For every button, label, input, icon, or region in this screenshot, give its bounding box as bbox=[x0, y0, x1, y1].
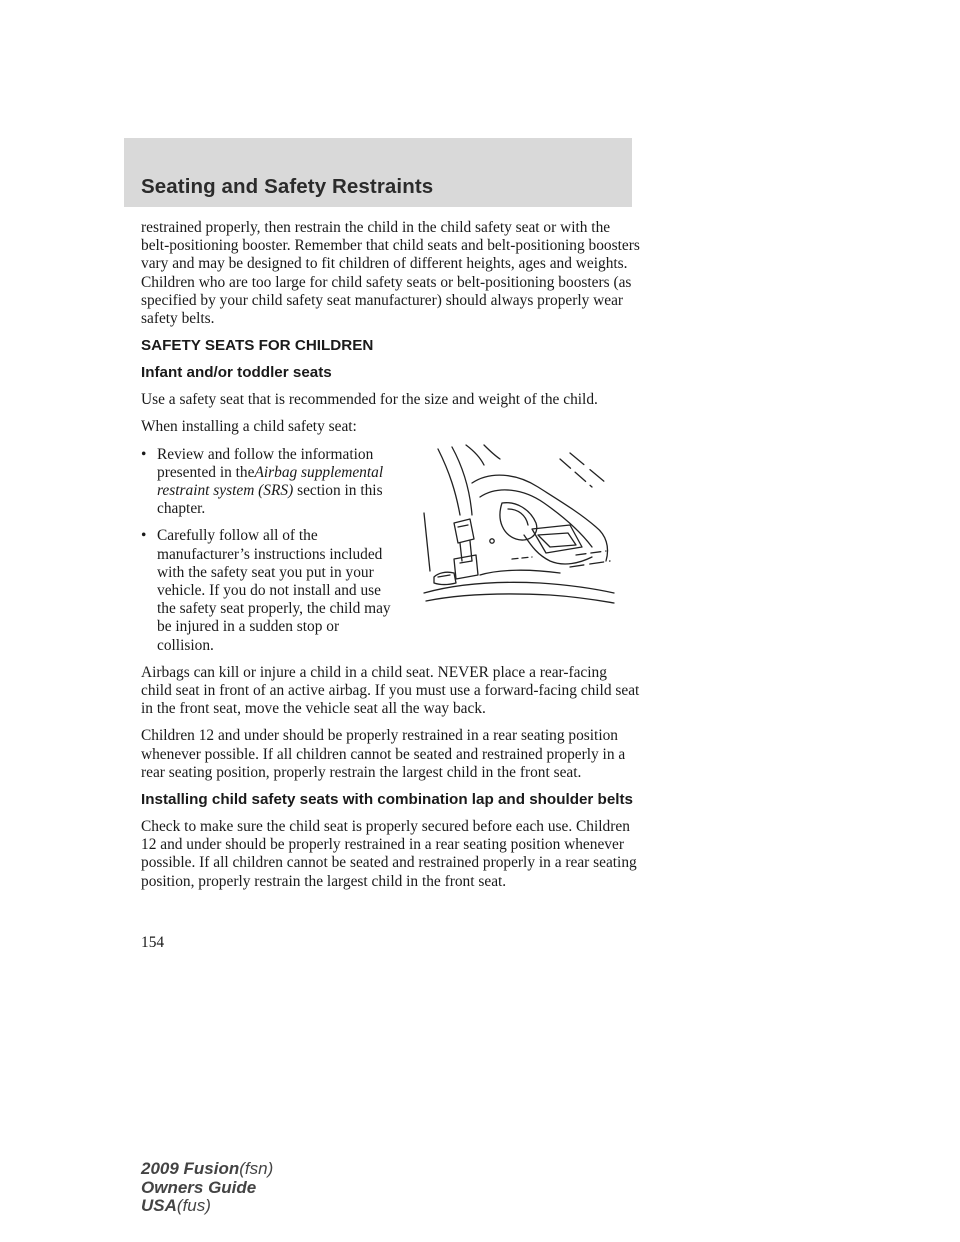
subheading-infant-toddler: Infant and/or toddler seats bbox=[141, 364, 332, 382]
footer-model: 2009 Fusion bbox=[141, 1159, 240, 1178]
footer-market-code: (fus) bbox=[176, 1196, 211, 1215]
child-seat-belt-illustration bbox=[420, 443, 616, 605]
bullet-2-text: Carefully follow all of the manufacturer’s instructions included with the safety seat you put in your vehicle. If you do not install and use the safety seat properly, the child may be injured in a sudden stop or collision. bbox=[157, 527, 391, 654]
airbag-warning-paragraph: Airbags can kill or injure a child in a child seat. NEVER place a rear-facing child seat in front of an active airbag. If you must use a forward-facing child seat in the front seat, move the vehicle seat all the way back. bbox=[141, 663, 640, 718]
bullet-1-text-end: section in this chapter. bbox=[157, 482, 383, 518]
document-footer bbox=[141, 1160, 273, 1216]
section-title: Seating and Safety Restraints bbox=[141, 175, 434, 198]
when-installing-paragraph: When installing a child safety seat: bbox=[141, 418, 357, 436]
children-rear-seat-paragraph: Children 12 and under should be properly restrained in a rear seating position whenever possible. If all children cannot be seated and restrained properly in a rear seating position, properly restrain the largest child in the front seat. bbox=[141, 727, 626, 781]
check-secured-paragraph: Check to make sure the child seat is properly secured before each use. Children 12 and under should be properly restrained in a rear seating position whenever possible. If all children cannot be seated and restrained properly in a rear seating position, properly restrain the largest child in the front seat. bbox=[141, 818, 637, 890]
section-header-band bbox=[124, 138, 632, 207]
bullet-review-airbag bbox=[141, 446, 393, 519]
airbag-srs-reference: Airbag supplemental restraint system (SRS) bbox=[157, 463, 384, 500]
footer-market-line bbox=[141, 1197, 273, 1216]
use-safety-seat-paragraph: Use a safety seat that is recommended for the size and weight of the child. bbox=[141, 391, 598, 409]
subheading-installing-lap-shoulder: Installing child safety seats with combination lap and shoulder belts bbox=[141, 791, 633, 809]
bullet-1-text: Review and follow the information presented in the bbox=[157, 445, 374, 481]
bullet-manufacturer-instructions bbox=[141, 527, 393, 654]
footer-model-code: (fsn) bbox=[239, 1159, 274, 1178]
section-heading: SAFETY SEATS FOR CHILDREN bbox=[141, 337, 374, 355]
page-number: 154 bbox=[141, 934, 165, 951]
footer-market: USA bbox=[141, 1196, 177, 1215]
footer-guide: Owners Guide bbox=[141, 1177, 257, 1197]
bullet-glyph: • bbox=[141, 527, 147, 545]
intro-paragraph: restrained properly, then restrain the child in the child safety seat or with the belt-positioning booster. Remember that child seats and belt-positioning boosters vary and may be designed to fit children of different heights, ages and weights. Children who are too large for child safety seats or belt-positioning boosters (as specified by your child safety seat manufacturer) should always properly wear safety belts. bbox=[141, 219, 640, 328]
footer-guide-line bbox=[141, 1179, 273, 1198]
footer-model-line bbox=[141, 1160, 273, 1179]
bullet-glyph: • bbox=[141, 445, 147, 463]
